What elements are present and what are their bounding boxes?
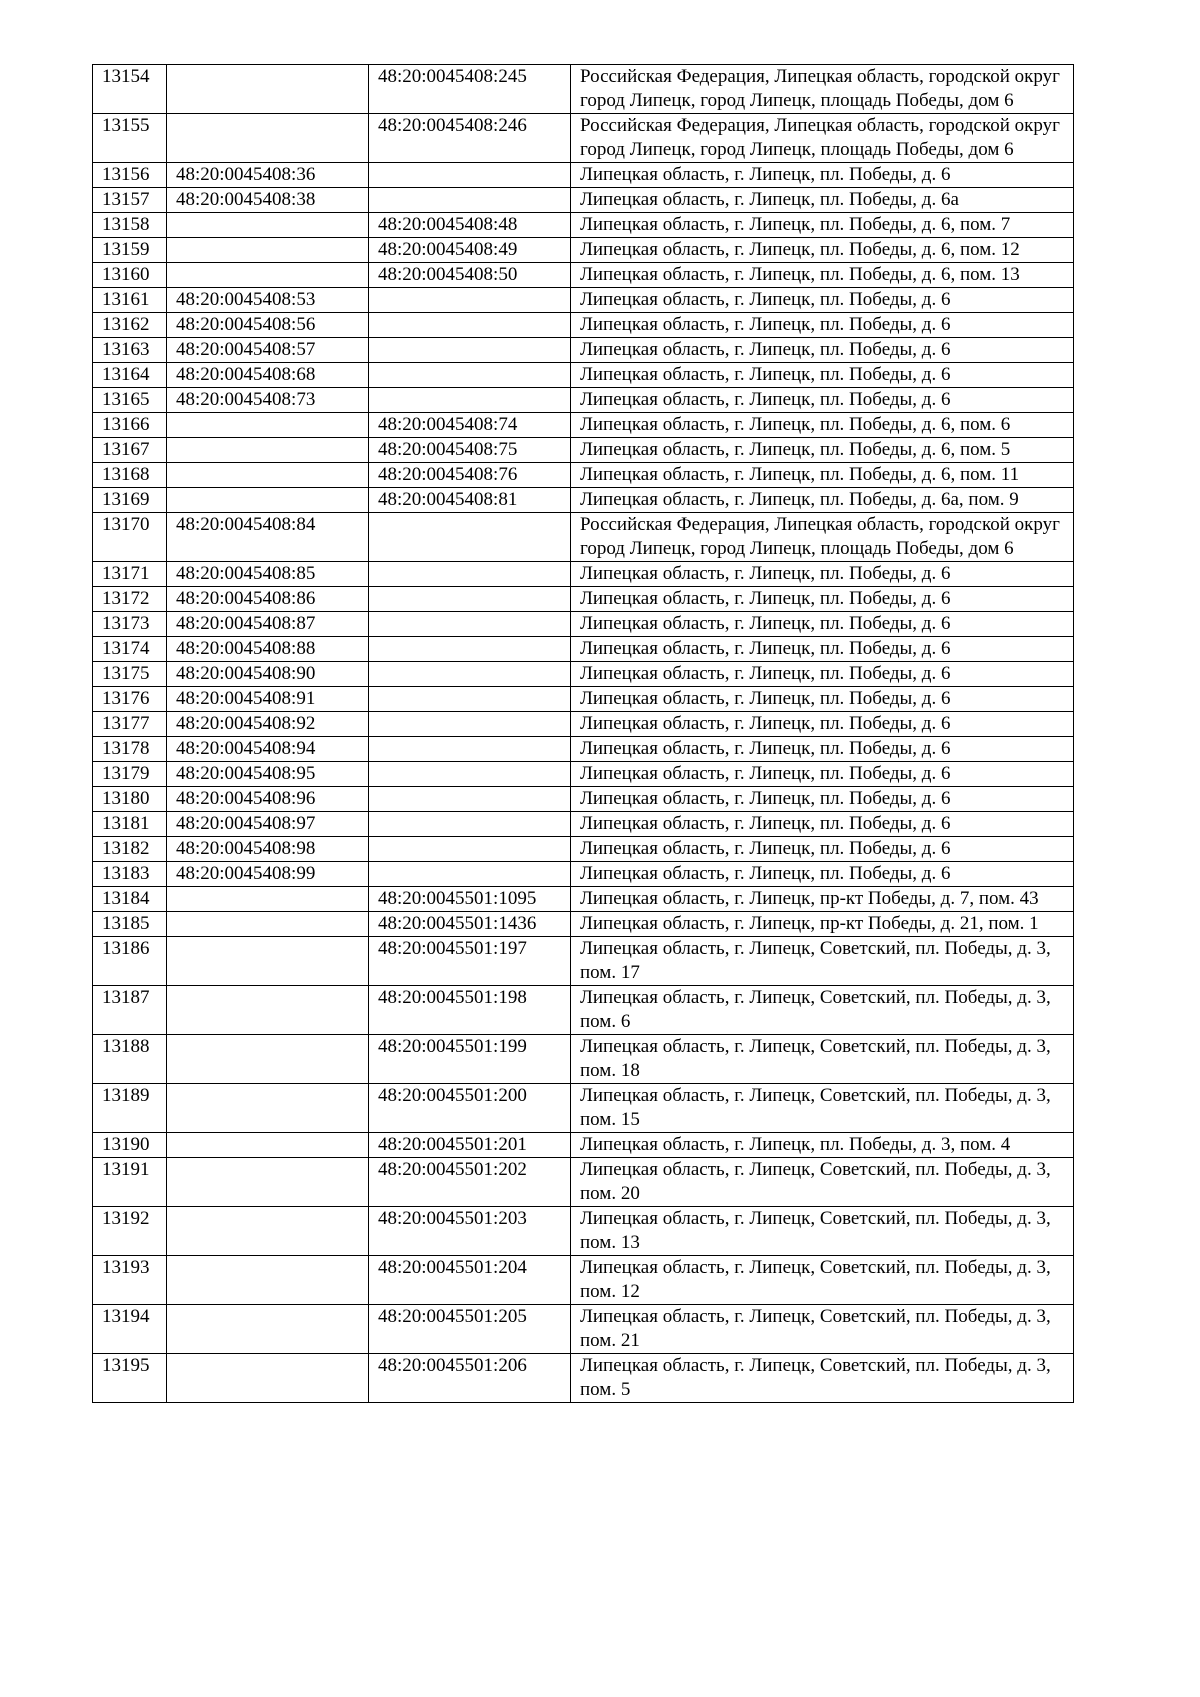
land-cadastral-number-cell [167,912,369,937]
land-cadastral-number-cell: 48:20:0045408:84 [167,513,369,562]
object-cadastral-number-cell: 48:20:0045408:246 [369,114,571,163]
table-row [93,65,1074,114]
object-cadastral-number-cell: 48:20:0045501:206 [369,1354,571,1403]
row-number-cell: 13182 [93,837,167,862]
row-number-cell: 13168 [93,463,167,488]
table-row [93,737,1074,762]
address-cell: Липецкая область, г. Липецк, Советский, пл. Победы, д. 3, пом. 12 [571,1256,1074,1305]
object-cadastral-number-cell [369,338,571,363]
object-cadastral-number-cell: 48:20:0045501:1436 [369,912,571,937]
table-row [93,338,1074,363]
object-cadastral-number-cell [369,762,571,787]
table-row [93,363,1074,388]
object-cadastral-number-cell [369,712,571,737]
table-row [93,937,1074,986]
address-cell: Липецкая область, г. Липецк, пл. Победы, д. 6 [571,363,1074,388]
row-number-cell: 13177 [93,712,167,737]
row-number-cell: 13158 [93,213,167,238]
table-row [93,1305,1074,1354]
row-number-cell: 13185 [93,912,167,937]
object-cadastral-number-cell: 48:20:0045501:202 [369,1158,571,1207]
object-cadastral-number-cell [369,163,571,188]
row-number-cell: 13194 [93,1305,167,1354]
land-cadastral-number-cell [167,65,369,114]
table-row [93,163,1074,188]
land-cadastral-number-cell: 48:20:0045408:90 [167,662,369,687]
row-number-cell: 13171 [93,562,167,587]
land-cadastral-number-cell: 48:20:0045408:98 [167,837,369,862]
table-row [93,238,1074,263]
address-cell: Липецкая область, г. Липецк, Советский, пл. Победы, д. 3, пом. 6 [571,986,1074,1035]
address-cell: Российская Федерация, Липецкая область, городской округ город Липецк, город Липецк, площадь Победы, дом 6 [571,65,1074,114]
table-row [93,762,1074,787]
object-cadastral-number-cell [369,687,571,712]
table-row [93,637,1074,662]
table-row [93,787,1074,812]
table-row [93,263,1074,288]
object-cadastral-number-cell [369,562,571,587]
object-cadastral-number-cell: 48:20:0045408:76 [369,463,571,488]
address-cell: Липецкая область, г. Липецк, пл. Победы, д. 6, пом. 11 [571,463,1074,488]
address-cell: Липецкая область, г. Липецк, пр-кт Победы, д. 21, пом. 1 [571,912,1074,937]
address-cell: Липецкая область, г. Липецк, пл. Победы, д. 6 [571,762,1074,787]
address-cell: Липецкая область, г. Липецк, Советский, пл. Победы, д. 3, пом. 21 [571,1305,1074,1354]
land-cadastral-number-cell: 48:20:0045408:96 [167,787,369,812]
land-cadastral-number-cell: 48:20:0045408:92 [167,712,369,737]
land-cadastral-number-cell [167,413,369,438]
address-cell: Липецкая область, г. Липецк, пр-кт Победы, д. 7, пом. 43 [571,887,1074,912]
row-number-cell: 13167 [93,438,167,463]
land-cadastral-number-cell: 48:20:0045408:85 [167,562,369,587]
address-cell: Липецкая область, г. Липецк, Советский, пл. Победы, д. 3, пом. 5 [571,1354,1074,1403]
address-cell: Липецкая область, г. Липецк, пл. Победы, д. 6 [571,612,1074,637]
address-cell: Липецкая область, г. Липецк, Советский, пл. Победы, д. 3, пом. 13 [571,1207,1074,1256]
row-number-cell: 13157 [93,188,167,213]
row-number-cell: 13173 [93,612,167,637]
row-number-cell: 13155 [93,114,167,163]
address-cell: Липецкая область, г. Липецк, пл. Победы, д. 6 [571,338,1074,363]
table-row [93,1354,1074,1403]
object-cadastral-number-cell: 48:20:0045501:201 [369,1133,571,1158]
land-cadastral-number-cell [167,1207,369,1256]
land-cadastral-number-cell [167,488,369,513]
row-number-cell: 13189 [93,1084,167,1133]
address-cell: Липецкая область, г. Липецк, пл. Победы, д. 6 [571,562,1074,587]
land-cadastral-number-cell: 48:20:0045408:53 [167,288,369,313]
address-cell: Липецкая область, г. Липецк, пл. Победы, д. 6 [571,862,1074,887]
land-cadastral-number-cell [167,1158,369,1207]
land-cadastral-number-cell [167,1256,369,1305]
table-row [93,413,1074,438]
land-cadastral-number-cell [167,937,369,986]
table-row [93,513,1074,562]
address-cell: Липецкая область, г. Липецк, пл. Победы, д. 6 [571,587,1074,612]
object-cadastral-number-cell: 48:20:0045408:81 [369,488,571,513]
registry-table [92,64,1074,1403]
table-row [93,438,1074,463]
table-row [93,1035,1074,1084]
land-cadastral-number-cell: 48:20:0045408:36 [167,163,369,188]
address-cell: Липецкая область, г. Липецк, пл. Победы, д. 6 [571,313,1074,338]
row-number-cell: 13164 [93,363,167,388]
object-cadastral-number-cell: 48:20:0045408:245 [369,65,571,114]
object-cadastral-number-cell [369,862,571,887]
object-cadastral-number-cell: 48:20:0045408:74 [369,413,571,438]
row-number-cell: 13181 [93,812,167,837]
object-cadastral-number-cell: 48:20:0045501:199 [369,1035,571,1084]
land-cadastral-number-cell: 48:20:0045408:87 [167,612,369,637]
land-cadastral-number-cell: 48:20:0045408:94 [167,737,369,762]
land-cadastral-number-cell: 48:20:0045408:57 [167,338,369,363]
table-row [93,687,1074,712]
row-number-cell: 13163 [93,338,167,363]
row-number-cell: 13174 [93,637,167,662]
row-number-cell: 13160 [93,263,167,288]
object-cadastral-number-cell: 48:20:0045408:75 [369,438,571,463]
table-row [93,986,1074,1035]
row-number-cell: 13186 [93,937,167,986]
object-cadastral-number-cell [369,637,571,662]
object-cadastral-number-cell [369,787,571,812]
table-row [93,562,1074,587]
object-cadastral-number-cell [369,812,571,837]
row-number-cell: 13192 [93,1207,167,1256]
table-row [93,912,1074,937]
land-cadastral-number-cell: 48:20:0045408:91 [167,687,369,712]
row-number-cell: 13191 [93,1158,167,1207]
table-row [93,812,1074,837]
land-cadastral-number-cell [167,1354,369,1403]
table-row [93,1256,1074,1305]
row-number-cell: 13161 [93,288,167,313]
address-cell: Липецкая область, г. Липецк, пл. Победы, д. 6, пом. 13 [571,263,1074,288]
table-row [93,213,1074,238]
land-cadastral-number-cell: 48:20:0045408:99 [167,862,369,887]
land-cadastral-number-cell: 48:20:0045408:56 [167,313,369,338]
object-cadastral-number-cell: 48:20:0045501:200 [369,1084,571,1133]
object-cadastral-number-cell: 48:20:0045501:205 [369,1305,571,1354]
address-cell: Липецкая область, г. Липецк, Советский, пл. Победы, д. 3, пом. 17 [571,937,1074,986]
object-cadastral-number-cell: 48:20:0045501:198 [369,986,571,1035]
object-cadastral-number-cell [369,612,571,637]
row-number-cell: 13187 [93,986,167,1035]
address-cell: Липецкая область, г. Липецк, Советский, пл. Победы, д. 3, пом. 20 [571,1158,1074,1207]
row-number-cell: 13162 [93,313,167,338]
table-row [93,188,1074,213]
row-number-cell: 13178 [93,737,167,762]
object-cadastral-number-cell [369,737,571,762]
table-row [93,587,1074,612]
table-row [93,1084,1074,1133]
row-number-cell: 13183 [93,862,167,887]
land-cadastral-number-cell [167,887,369,912]
address-cell: Липецкая область, г. Липецк, Советский, пл. Победы, д. 3, пом. 18 [571,1035,1074,1084]
address-cell: Российская Федерация, Липецкая область, городской округ город Липецк, город Липецк, площадь Победы, дом 6 [571,114,1074,163]
land-cadastral-number-cell [167,263,369,288]
address-cell: Липецкая область, г. Липецк, пл. Победы, д. 6 [571,637,1074,662]
address-cell: Российская Федерация, Липецкая область, городской округ город Липецк, город Липецк, площадь Победы, дом 6 [571,513,1074,562]
land-cadastral-number-cell [167,114,369,163]
address-cell: Липецкая область, г. Липецк, пл. Победы, д. 6 [571,837,1074,862]
object-cadastral-number-cell: 48:20:0045408:48 [369,213,571,238]
land-cadastral-number-cell [167,1035,369,1084]
table-row [93,1158,1074,1207]
object-cadastral-number-cell [369,837,571,862]
object-cadastral-number-cell [369,388,571,413]
table-row [93,662,1074,687]
land-cadastral-number-cell [167,986,369,1035]
table-row [93,463,1074,488]
table-row [93,288,1074,313]
land-cadastral-number-cell [167,1305,369,1354]
table-row [93,114,1074,163]
object-cadastral-number-cell: 48:20:0045408:50 [369,263,571,288]
address-cell: Липецкая область, г. Липецк, пл. Победы, д. 6 [571,662,1074,687]
land-cadastral-number-cell: 48:20:0045408:38 [167,188,369,213]
table-row [93,862,1074,887]
land-cadastral-number-cell: 48:20:0045408:97 [167,812,369,837]
address-cell: Липецкая область, г. Липецк, пл. Победы, д. 6а [571,188,1074,213]
row-number-cell: 13170 [93,513,167,562]
table-row [93,1133,1074,1158]
table-row [93,712,1074,737]
row-number-cell: 13180 [93,787,167,812]
address-cell: Липецкая область, г. Липецк, Советский, пл. Победы, д. 3, пом. 15 [571,1084,1074,1133]
land-cadastral-number-cell: 48:20:0045408:95 [167,762,369,787]
row-number-cell: 13159 [93,238,167,263]
row-number-cell: 13179 [93,762,167,787]
table-row [93,313,1074,338]
address-cell: Липецкая область, г. Липецк, пл. Победы, д. 6 [571,812,1074,837]
table-row [93,488,1074,513]
object-cadastral-number-cell [369,313,571,338]
object-cadastral-number-cell [369,662,571,687]
address-cell: Липецкая область, г. Липецк, пл. Победы, д. 6 [571,712,1074,737]
address-cell: Липецкая область, г. Липецк, пл. Победы, д. 6, пом. 12 [571,238,1074,263]
address-cell: Липецкая область, г. Липецк, пл. Победы, д. 6 [571,787,1074,812]
address-cell: Липецкая область, г. Липецк, пл. Победы, д. 6 [571,163,1074,188]
object-cadastral-number-cell: 48:20:0045501:203 [369,1207,571,1256]
object-cadastral-number-cell: 48:20:0045501:1095 [369,887,571,912]
table-row [93,887,1074,912]
row-number-cell: 13172 [93,587,167,612]
land-cadastral-number-cell [167,1133,369,1158]
land-cadastral-number-cell: 48:20:0045408:73 [167,388,369,413]
land-cadastral-number-cell [167,238,369,263]
land-cadastral-number-cell [167,1084,369,1133]
row-number-cell: 13166 [93,413,167,438]
table-row [93,837,1074,862]
object-cadastral-number-cell [369,363,571,388]
row-number-cell: 13156 [93,163,167,188]
object-cadastral-number-cell: 48:20:0045501:197 [369,937,571,986]
address-cell: Липецкая область, г. Липецк, пл. Победы, д. 6а, пом. 9 [571,488,1074,513]
row-number-cell: 13176 [93,687,167,712]
row-number-cell: 13154 [93,65,167,114]
object-cadastral-number-cell: 48:20:0045408:49 [369,238,571,263]
row-number-cell: 13195 [93,1354,167,1403]
row-number-cell: 13184 [93,887,167,912]
object-cadastral-number-cell [369,288,571,313]
row-number-cell: 13188 [93,1035,167,1084]
object-cadastral-number-cell [369,587,571,612]
row-number-cell: 13169 [93,488,167,513]
land-cadastral-number-cell [167,213,369,238]
address-cell: Липецкая область, г. Липецк, пл. Победы, д. 3, пом. 4 [571,1133,1074,1158]
object-cadastral-number-cell [369,513,571,562]
address-cell: Липецкая область, г. Липецк, пл. Победы, д. 6 [571,687,1074,712]
row-number-cell: 13193 [93,1256,167,1305]
address-cell: Липецкая область, г. Липецк, пл. Победы, д. 6, пом. 6 [571,413,1074,438]
land-cadastral-number-cell: 48:20:0045408:86 [167,587,369,612]
address-cell: Липецкая область, г. Липецк, пл. Победы, д. 6 [571,288,1074,313]
table-row [93,1207,1074,1256]
address-cell: Липецкая область, г. Липецк, пл. Победы, д. 6, пом. 5 [571,438,1074,463]
row-number-cell: 13175 [93,662,167,687]
address-cell: Липецкая область, г. Липецк, пл. Победы, д. 6, пом. 7 [571,213,1074,238]
table-row [93,612,1074,637]
object-cadastral-number-cell [369,188,571,213]
land-cadastral-number-cell: 48:20:0045408:68 [167,363,369,388]
registry-table-body [93,65,1074,1403]
land-cadastral-number-cell: 48:20:0045408:88 [167,637,369,662]
land-cadastral-number-cell [167,463,369,488]
table-row [93,388,1074,413]
object-cadastral-number-cell: 48:20:0045501:204 [369,1256,571,1305]
land-cadastral-number-cell [167,438,369,463]
row-number-cell: 13190 [93,1133,167,1158]
row-number-cell: 13165 [93,388,167,413]
address-cell: Липецкая область, г. Липецк, пл. Победы, д. 6 [571,388,1074,413]
address-cell: Липецкая область, г. Липецк, пл. Победы, д. 6 [571,737,1074,762]
